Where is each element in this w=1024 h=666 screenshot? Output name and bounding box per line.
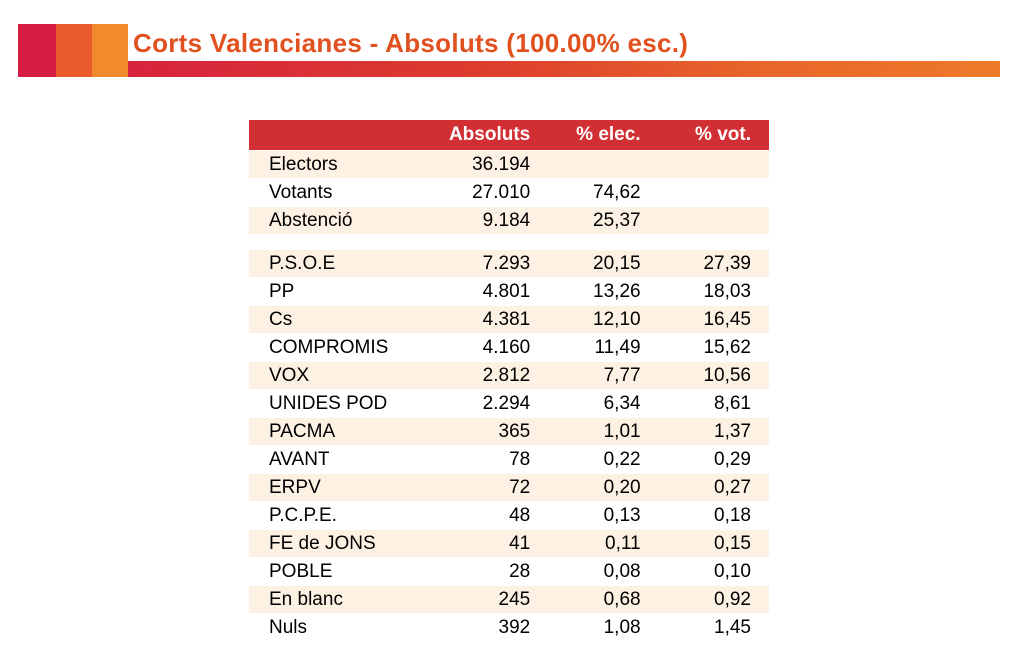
row-label: Cs (249, 306, 428, 333)
row-absoluts: 245 (428, 586, 548, 613)
row-pct-vot: 1,37 (659, 418, 769, 445)
row-label: AVANT (269, 448, 330, 470)
row-label: COMPROMIS (269, 336, 389, 358)
results-table (249, 119, 769, 642)
page-title: Corts Valencianes - Absoluts (100.00% esc.) (133, 28, 689, 58)
row-pct-vot (659, 151, 769, 178)
table-row (249, 390, 769, 417)
table-row (249, 558, 769, 585)
row-absoluts: 7.293 (428, 250, 548, 277)
row-absoluts: 2.812 (428, 362, 548, 389)
row-label: Nuls (269, 616, 308, 638)
row-label: UNIDES POD (269, 392, 388, 414)
row-pct-elec: 0,68 (548, 586, 658, 613)
row-pct-elec: 0,22 (603, 448, 641, 470)
header-square-red (18, 24, 56, 77)
table-row (249, 179, 769, 206)
row-absoluts: 72 (428, 474, 548, 501)
table-row (249, 278, 769, 305)
row-pct-vot: 0,27 (659, 474, 769, 501)
row-label: ERPV (249, 474, 428, 501)
header-square-light-orange (92, 24, 128, 77)
row-pct-elec: 0,08 (603, 560, 641, 582)
row-pct-vot (659, 179, 769, 206)
column-header-label (249, 120, 428, 150)
row-pct-elec (548, 151, 658, 178)
table-row (249, 530, 769, 557)
row-pct-elec: 6,34 (603, 392, 641, 414)
table-row (249, 334, 769, 361)
row-absoluts: 4.381 (428, 306, 548, 333)
row-pct-elec: 25,37 (548, 207, 658, 234)
table-row (249, 362, 769, 389)
row-absoluts: 78 (509, 448, 531, 470)
row-pct-vot: 10,56 (659, 362, 769, 389)
header-square-orange (56, 24, 92, 77)
table-row (249, 474, 769, 501)
table-row (249, 446, 769, 473)
row-pct-elec: 0,13 (603, 504, 641, 526)
row-absoluts: 9.184 (428, 207, 548, 234)
row-absoluts: 2.294 (482, 392, 531, 414)
row-label: PACMA (249, 418, 428, 445)
row-pct-vot: 27,39 (659, 250, 769, 277)
row-absoluts: 4.160 (482, 336, 531, 358)
table-row (249, 418, 769, 445)
row-absoluts: 41 (428, 530, 548, 557)
row-absoluts: 365 (428, 418, 548, 445)
row-label: VOX (249, 362, 428, 389)
header-band (18, 61, 1000, 77)
row-pct-vot: 18,03 (703, 280, 751, 302)
table-header-row (249, 120, 769, 150)
row-label: Votants (269, 181, 333, 203)
row-pct-vot: 0,18 (714, 504, 751, 526)
row-pct-elec: 11,49 (594, 336, 641, 358)
row-pct-vot: 0,29 (714, 448, 751, 470)
row-pct-elec: 1,08 (603, 616, 641, 638)
row-pct-vot: 0,15 (659, 530, 769, 557)
row-absoluts: 48 (509, 504, 531, 526)
table-row (249, 306, 769, 333)
row-label: P.C.P.E. (269, 504, 337, 526)
row-pct-elec: 13,26 (593, 280, 641, 302)
row-pct-elec: 0,11 (548, 530, 658, 557)
row-pct-elec: 20,15 (548, 250, 658, 277)
row-label: Abstenció (249, 207, 428, 234)
row-label: En blanc (249, 586, 428, 613)
table-row (249, 502, 769, 529)
row-pct-vot: 0,92 (659, 586, 769, 613)
row-absoluts: 4.801 (482, 280, 531, 302)
row-pct-vot: 0,10 (714, 560, 751, 582)
row-pct-vot (659, 207, 769, 234)
row-pct-elec: 1,01 (548, 418, 658, 445)
table-row (249, 250, 769, 277)
row-label: PP (269, 280, 295, 302)
column-header-pct-elec: % elec. (548, 120, 658, 150)
row-absoluts: 36.194 (428, 151, 548, 178)
table-row (249, 614, 769, 641)
row-pct-vot: 16,45 (659, 306, 769, 333)
table-body (249, 151, 769, 641)
row-absoluts: 392 (498, 616, 531, 638)
page-header (18, 24, 1000, 78)
table-spacer-row (249, 235, 769, 249)
table-row (249, 586, 769, 613)
table-row (249, 207, 769, 234)
row-pct-vot: 8,61 (714, 392, 751, 414)
row-label: POBLE (269, 560, 333, 582)
row-pct-elec: 12,10 (548, 306, 658, 333)
row-absoluts: 28 (509, 560, 531, 582)
row-label: P.S.O.E (249, 250, 428, 277)
row-absoluts: 27.010 (472, 181, 531, 203)
row-pct-vot: 1,45 (714, 616, 751, 638)
table-row (249, 151, 769, 178)
row-label: FE de JONS (249, 530, 428, 557)
row-pct-elec: 7,77 (548, 362, 658, 389)
column-header-pct-vot: % vot. (659, 120, 769, 150)
row-pct-elec: 0,20 (548, 474, 658, 501)
row-pct-elec: 74,62 (593, 181, 641, 203)
row-label: Electors (249, 151, 428, 178)
row-pct-vot: 15,62 (703, 336, 751, 358)
column-header-absoluts: Absoluts (428, 120, 548, 150)
